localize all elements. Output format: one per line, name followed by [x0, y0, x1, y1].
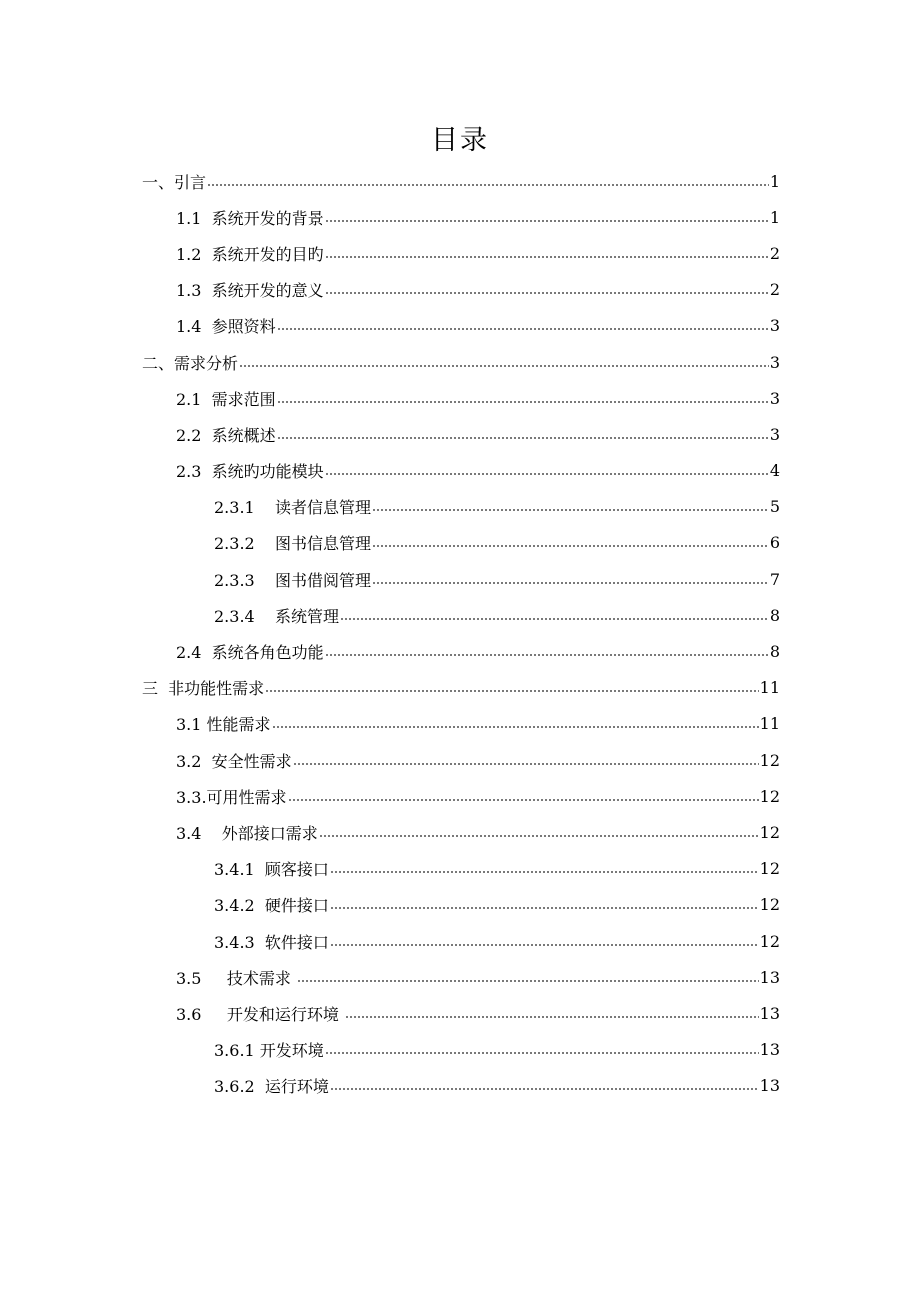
toc-entry-label: 2.4 系统各角色功能 [176, 643, 324, 663]
toc-entry[interactable] [0, 163, 920, 199]
toc-entry[interactable] [0, 670, 920, 706]
toc-page-number: 13 [759, 1076, 780, 1096]
toc-entry[interactable] [0, 923, 920, 959]
toc-page-number: 2 [769, 243, 780, 263]
toc-page-number: 11 [759, 714, 780, 734]
table-of-contents [0, 163, 920, 1104]
toc-dot-leader [330, 896, 759, 913]
toc-entry[interactable] [0, 887, 920, 923]
toc-entry-label: 3.4.1 顾客接口 [214, 860, 329, 880]
toc-page-number: 13 [759, 1003, 780, 1023]
toc-dot-leader [265, 679, 758, 696]
toc-dot-leader [319, 824, 759, 841]
toc-dot-leader [288, 788, 759, 805]
toc-entry[interactable] [0, 778, 920, 814]
toc-entry-label: 1.3 系统开发的意义 [176, 281, 324, 301]
toc-entry-label: 3.2 安全性需求 [176, 751, 292, 771]
toc-page-number: 12 [759, 931, 780, 951]
toc-entry-label: 2.3.4 系统管理 [214, 606, 340, 626]
toc-dot-leader [372, 571, 769, 588]
page-title: 目录 [431, 125, 489, 156]
toc-dot-leader [325, 462, 769, 479]
toc-dot-leader [239, 354, 769, 371]
toc-entry-label: 3.3.可用性需求 [176, 787, 287, 807]
toc-entry[interactable] [0, 706, 920, 742]
toc-dot-leader [340, 607, 769, 624]
toc-entry-label: 2.1 需求范围 [176, 389, 276, 409]
toc-entry[interactable] [0, 851, 920, 887]
toc-entry[interactable] [0, 489, 920, 525]
toc-page-number: 2 [769, 280, 780, 300]
toc-page-number: 12 [759, 786, 780, 806]
toc-dot-leader [325, 643, 769, 660]
toc-page-number: 12 [759, 859, 780, 879]
toc-entry[interactable] [0, 1068, 920, 1104]
toc-page-number: 11 [759, 678, 780, 698]
toc-page-number: 12 [759, 822, 780, 842]
toc-entry[interactable] [0, 995, 920, 1031]
toc-entry-label: 2.2 系统概述 [176, 425, 276, 445]
toc-entry[interactable] [0, 959, 920, 995]
toc-dot-leader [330, 933, 759, 950]
toc-entry-label: 3.4 外部接口需求 [176, 823, 318, 843]
toc-dot-leader [277, 390, 769, 407]
toc-entry[interactable] [0, 561, 920, 597]
toc-entry-label: 3.4.3 软件接口 [214, 932, 329, 952]
toc-page-number: 6 [769, 533, 780, 553]
toc-entry-label: 2.3.2 图书信息管理 [214, 534, 372, 554]
toc-entry[interactable] [0, 814, 920, 850]
toc-page-number: 3 [769, 352, 780, 372]
toc-page-number: 4 [769, 461, 780, 481]
toc-entry-label: 2.3.1 读者信息管理 [214, 498, 372, 518]
toc-page-number: 13 [759, 1040, 780, 1060]
toc-entry[interactable] [0, 416, 920, 452]
toc-entry[interactable] [0, 1032, 920, 1068]
toc-entry-label: 3.5 技术需求 [176, 968, 296, 988]
toc-page-number: 13 [759, 967, 780, 987]
toc-dot-leader [345, 1005, 759, 1022]
toc-entry[interactable] [0, 633, 920, 669]
toc-entry[interactable] [0, 199, 920, 235]
toc-page-number: 12 [759, 895, 780, 915]
toc-page-number: 7 [769, 569, 780, 589]
toc-page-number: 3 [769, 424, 780, 444]
toc-page-number: 5 [769, 497, 780, 517]
toc-page-number: 12 [759, 750, 780, 770]
toc-dot-leader [330, 1077, 759, 1094]
toc-dot-leader [207, 173, 769, 190]
toc-dot-leader [325, 1041, 759, 1058]
toc-entry-label: 3.6 开发和运行环境 [176, 1004, 344, 1024]
toc-entry[interactable] [0, 742, 920, 778]
toc-dot-leader [372, 534, 769, 551]
toc-entry[interactable] [0, 272, 920, 308]
toc-page-number: 1 [769, 171, 780, 191]
toc-entry-label: 3.1 性能需求 [176, 715, 271, 735]
toc-dot-leader [325, 245, 769, 262]
toc-entry-label: 2.3.3 图书借阅管理 [214, 570, 372, 590]
toc-entry-label: 3.6.2 运行环境 [214, 1077, 329, 1097]
toc-entry[interactable] [0, 597, 920, 633]
toc-dot-leader [277, 317, 769, 334]
toc-entry-label: 2.3 系统旳功能模块 [176, 462, 324, 482]
toc-entry-label: 一、引言 [142, 172, 207, 192]
toc-entry[interactable] [0, 344, 920, 380]
toc-dot-leader [325, 281, 769, 298]
toc-entry-label: 二、需求分析 [142, 353, 239, 373]
toc-dot-leader [330, 860, 759, 877]
toc-dot-leader [325, 209, 769, 226]
toc-entry[interactable] [0, 235, 920, 271]
toc-entry-label: 1.2 系统开发的目旳 [176, 244, 324, 264]
toc-page-number: 3 [769, 316, 780, 336]
toc-page-number: 3 [769, 388, 780, 408]
toc-page-number: 1 [769, 207, 780, 227]
toc-entry-label: 3.6.1 开发环境 [214, 1041, 324, 1061]
toc-entry[interactable] [0, 525, 920, 561]
toc-entry-label: 1.1 系统开发的背景 [176, 208, 324, 228]
toc-dot-leader [372, 498, 769, 515]
toc-entry-label: 3.4.2 硬件接口 [214, 896, 329, 916]
toc-entry-label: 三 非功能性需求 [142, 679, 265, 699]
toc-page-number: 8 [769, 642, 780, 662]
toc-entry[interactable] [0, 308, 920, 344]
toc-page-number: 8 [769, 605, 780, 625]
toc-entry[interactable] [0, 380, 920, 416]
toc-entry-label: 1.4 参照资料 [176, 317, 276, 337]
toc-dot-leader [297, 969, 759, 986]
toc-entry[interactable] [0, 453, 920, 489]
toc-dot-leader [277, 426, 769, 443]
toc-dot-leader [272, 715, 759, 732]
toc-dot-leader [293, 752, 759, 769]
